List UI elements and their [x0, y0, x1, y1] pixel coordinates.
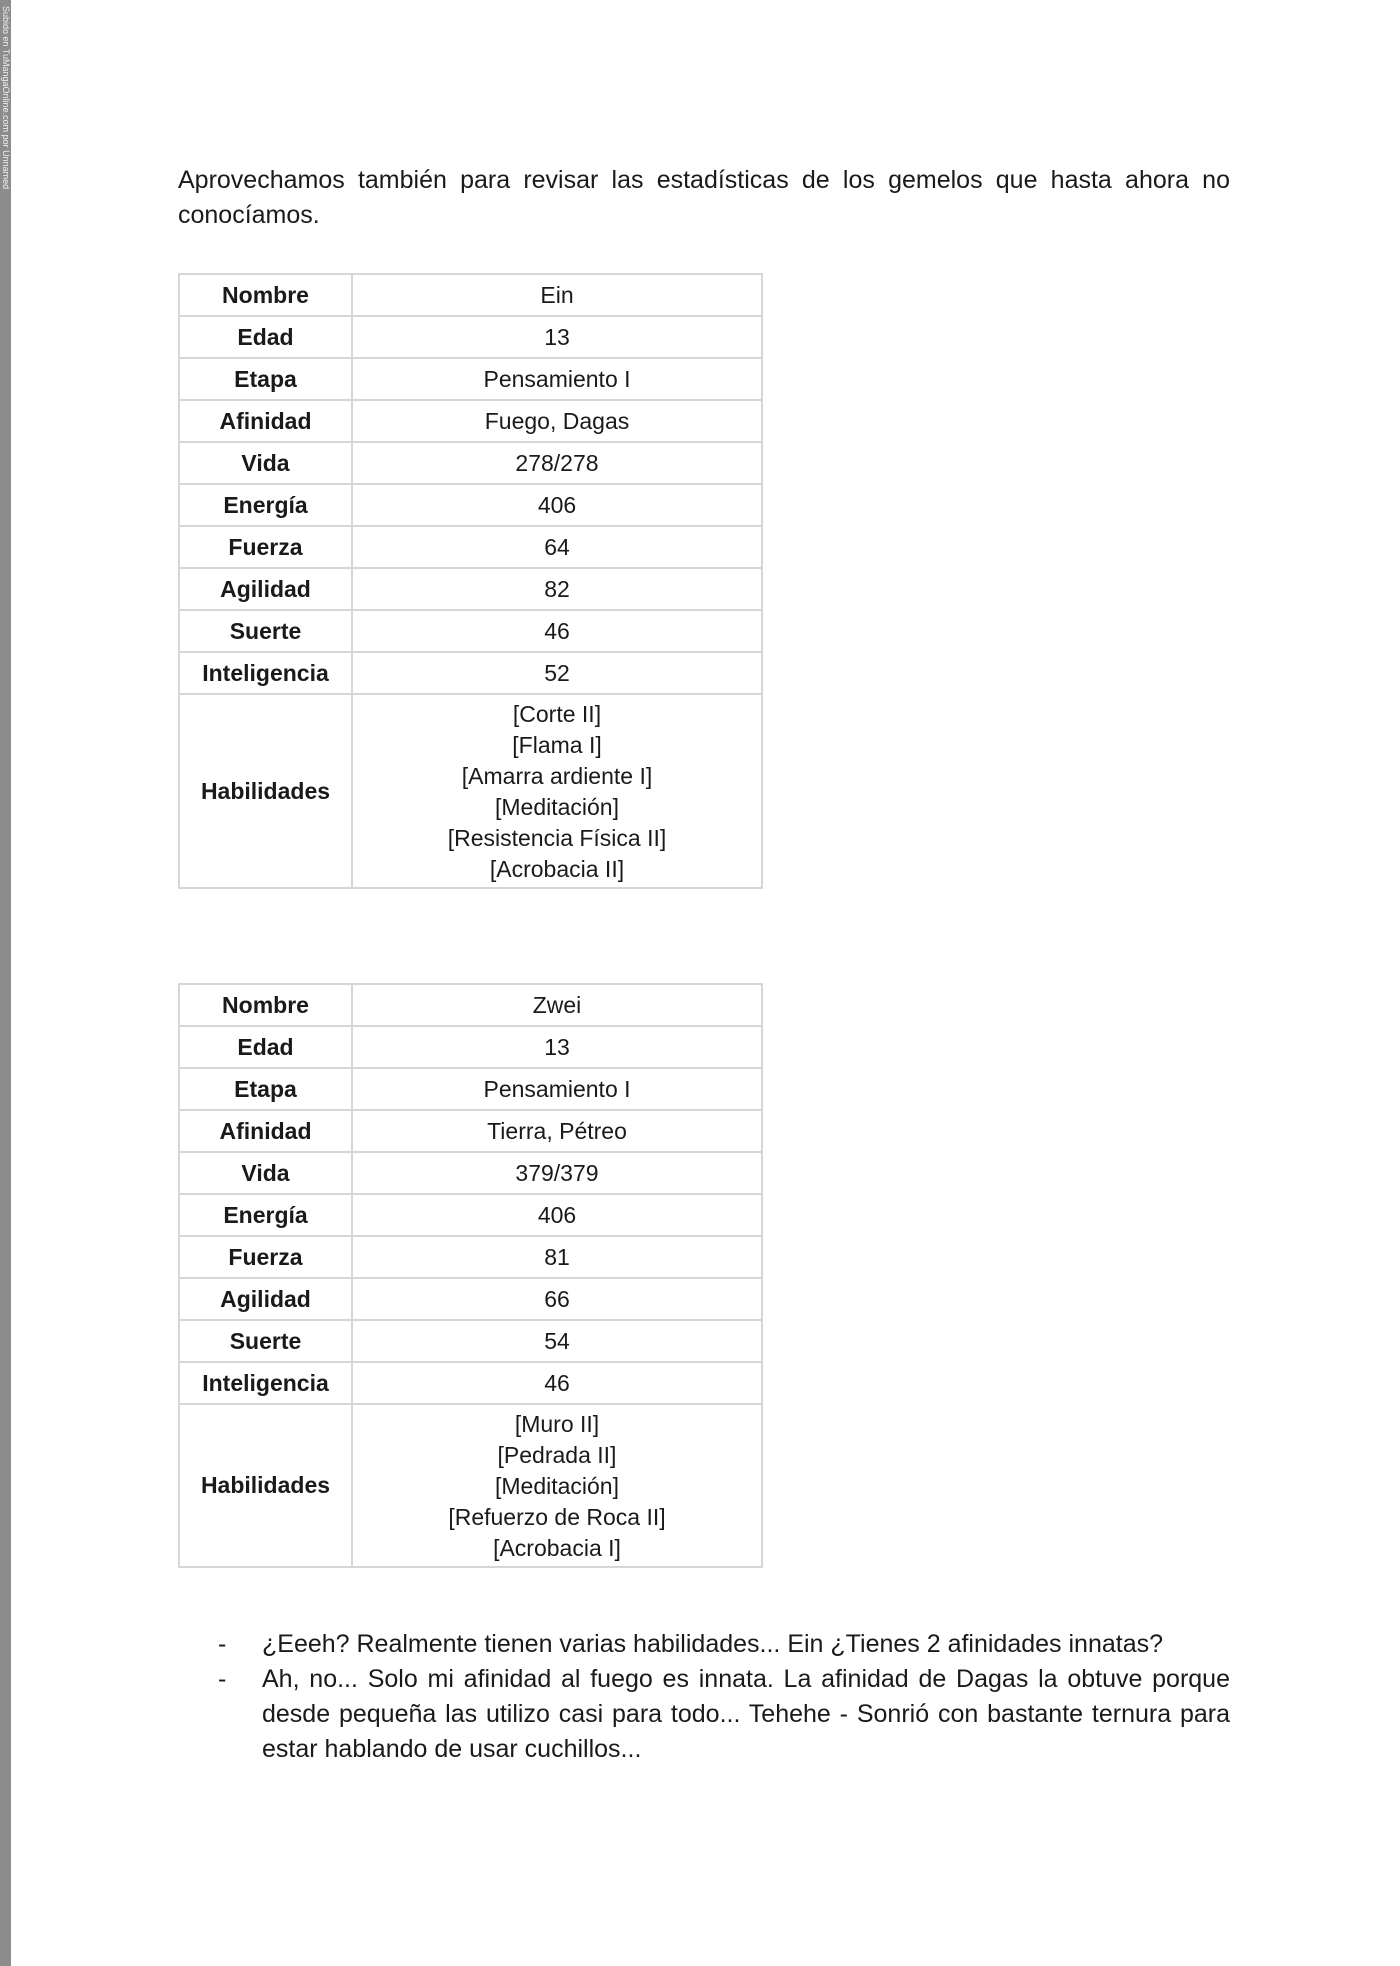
table-row [179, 694, 762, 888]
dialogue-line [178, 1627, 1230, 1662]
stat-value: Tierra, Pétreo [352, 1110, 762, 1152]
stat-value: 46 [352, 610, 762, 652]
stat-value: Ein [352, 274, 762, 316]
skill-item: [Amarra ardiente I] [461, 763, 653, 789]
table-row [179, 442, 762, 484]
dialogue-text: Ah, no... Solo mi afinidad al fuego es innata. La afinidad de Dagas la obtuve porque desde pequeña las utilizo casi para todo... Tehehe - Sonrió con bastante ternura para estar hablando de usar cuchillos... [262, 1665, 1230, 1763]
skills-list [352, 694, 762, 888]
stat-value: 54 [352, 1320, 762, 1362]
dialogue-list [178, 1627, 1230, 1767]
table-row [179, 1110, 762, 1152]
table-row [179, 1194, 762, 1236]
stat-value: Pensamiento I [352, 358, 762, 400]
stat-label: Fuerza [179, 526, 352, 568]
page-margin-strip [0, 0, 11, 1966]
skill-item: [Acrobacia II] [489, 856, 625, 882]
skill-item: [Corte II] [512, 701, 602, 727]
table-row [179, 1236, 762, 1278]
stat-label: Agilidad [179, 568, 352, 610]
stat-label: Habilidades [179, 694, 352, 888]
table-row [179, 610, 762, 652]
stat-value: 64 [352, 526, 762, 568]
stat-value: 82 [352, 568, 762, 610]
skill-item: [Acrobacia I] [493, 1535, 621, 1561]
table-row [179, 984, 762, 1026]
table-row [179, 1404, 762, 1567]
table-row [179, 358, 762, 400]
stat-value: 278/278 [352, 442, 762, 484]
stat-value: 406 [352, 1194, 762, 1236]
stat-label: Inteligencia [179, 1362, 352, 1404]
table-row [179, 1362, 762, 1404]
table-row [179, 652, 762, 694]
stat-label: Edad [179, 1026, 352, 1068]
stat-label: Afinidad [179, 400, 352, 442]
skill-item: [Meditación] [494, 794, 619, 820]
skill-item: [Resistencia Física II] [447, 825, 667, 851]
stat-value: 13 [352, 316, 762, 358]
stat-value: 13 [352, 1026, 762, 1068]
stat-value: 66 [352, 1278, 762, 1320]
stat-label: Energía [179, 1194, 352, 1236]
stat-value: 81 [352, 1236, 762, 1278]
stat-label: Suerte [179, 610, 352, 652]
stat-value: 406 [352, 484, 762, 526]
stat-value: Zwei [352, 984, 762, 1026]
table-row [179, 526, 762, 568]
stat-label: Inteligencia [179, 652, 352, 694]
dialogue-text: ¿Eeeh? Realmente tienen varias habilidades... Ein ¿Tienes 2 afinidades innatas? [262, 1630, 1164, 1658]
skill-item: [Refuerzo de Roca II] [448, 1504, 666, 1530]
skill-item: [Pedrada II] [497, 1442, 617, 1468]
stat-label: Fuerza [179, 1236, 352, 1278]
table-row [179, 484, 762, 526]
dialogue-dash: - [218, 1630, 227, 1658]
dialogue-line [178, 1662, 1230, 1767]
stat-value: Fuego, Dagas [352, 400, 762, 442]
dialogue-dash: - [218, 1665, 227, 1693]
table-row [179, 316, 762, 358]
stat-value: Pensamiento I [352, 1068, 762, 1110]
table-row [179, 1152, 762, 1194]
stats-table-ein [178, 273, 763, 889]
stat-label: Etapa [179, 358, 352, 400]
margin-note: Subido en TuMangaOnline.com por Unnamed [1, 6, 11, 190]
skills-list [352, 1404, 762, 1567]
stat-label: Afinidad [179, 1110, 352, 1152]
stat-label: Etapa [179, 1068, 352, 1110]
stat-label: Agilidad [179, 1278, 352, 1320]
table-row [179, 1068, 762, 1110]
table-row [179, 568, 762, 610]
stat-value: 46 [352, 1362, 762, 1404]
table-row [179, 1026, 762, 1068]
stat-label: Nombre [179, 274, 352, 316]
table-row [179, 274, 762, 316]
intro-paragraph: Aprovechamos también para revisar las estadísticas de los gemelos que hasta ahora no conocíamos. [178, 166, 1230, 229]
stat-value: 52 [352, 652, 762, 694]
stat-label: Vida [179, 442, 352, 484]
table-row [179, 1320, 762, 1362]
table-row [179, 400, 762, 442]
stat-label: Energía [179, 484, 352, 526]
stat-label: Habilidades [179, 1404, 352, 1567]
table-row [179, 1278, 762, 1320]
stat-label: Suerte [179, 1320, 352, 1362]
stat-label: Vida [179, 1152, 352, 1194]
stat-label: Edad [179, 316, 352, 358]
stat-value: 379/379 [352, 1152, 762, 1194]
skill-item: [Muro II] [514, 1411, 600, 1437]
skill-item: [Flama I] [512, 732, 602, 758]
stats-table-zwei [178, 983, 763, 1568]
stat-label: Nombre [179, 984, 352, 1026]
skill-item: [Meditación] [494, 1473, 619, 1499]
